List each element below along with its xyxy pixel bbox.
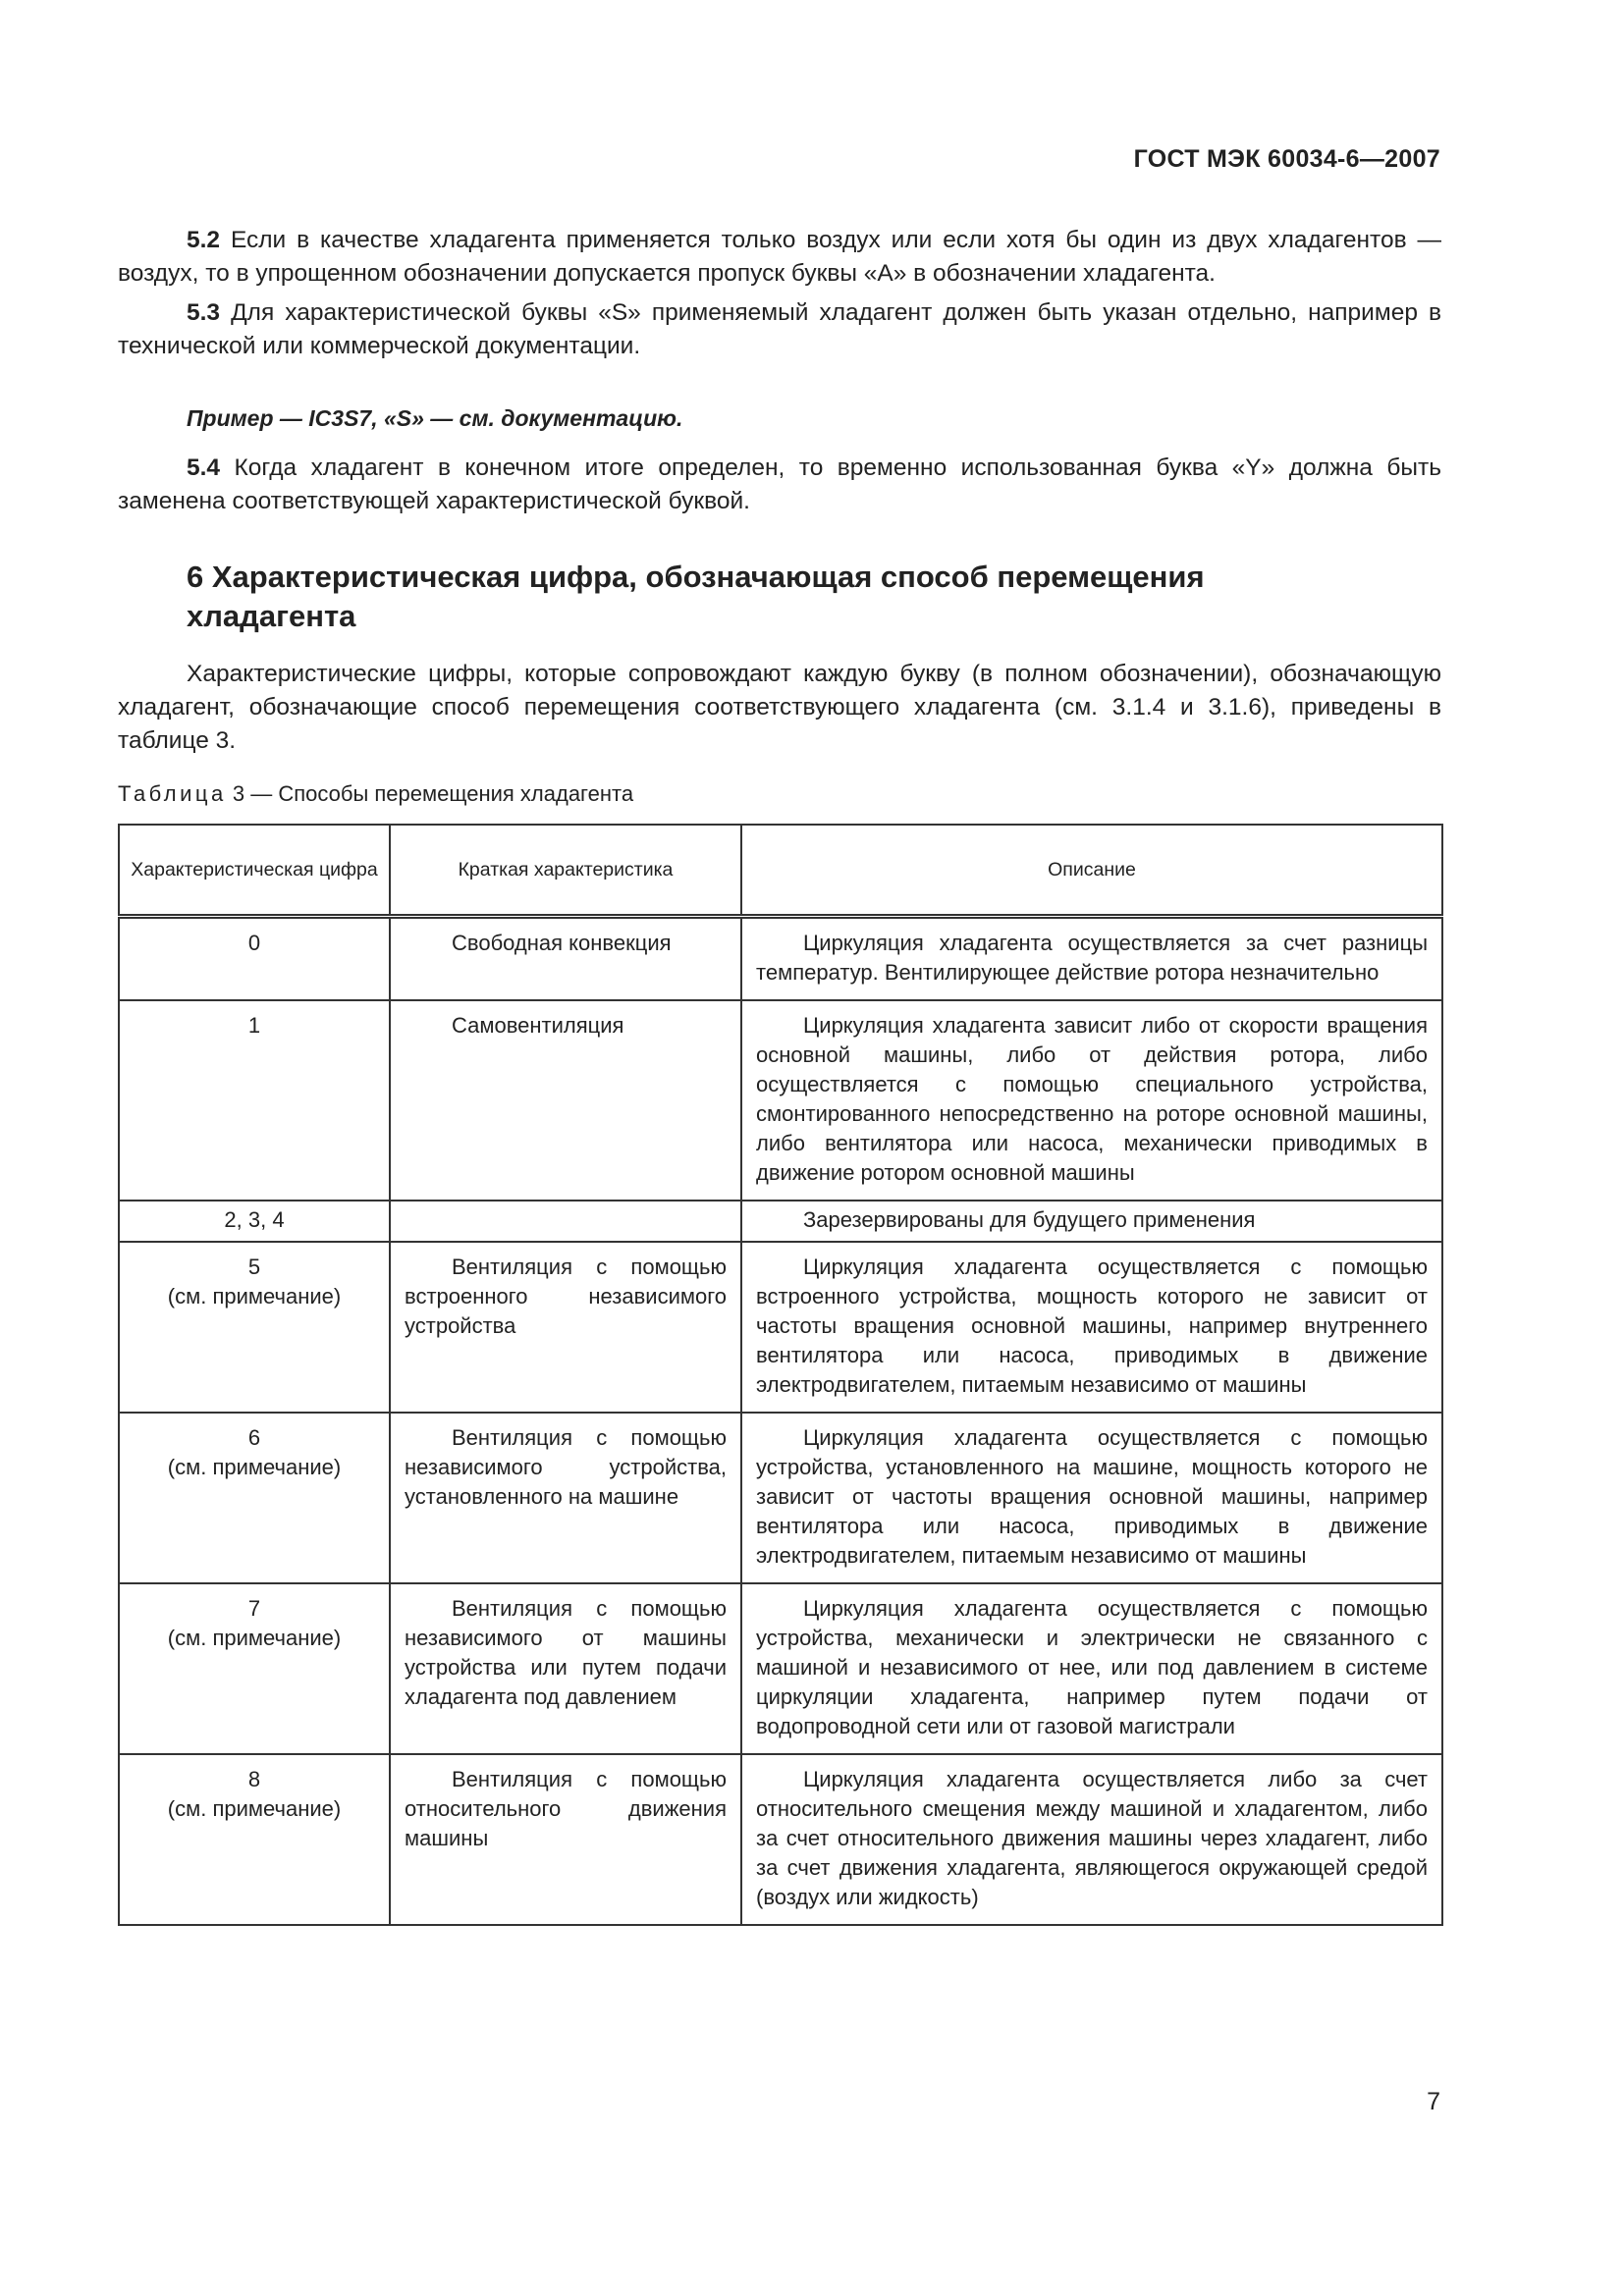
description-cell (741, 917, 1442, 1001)
brief-text: Самовентиляция (452, 1013, 624, 1038)
document-code-header: ГОСТ МЭК 60034-6—2007 (1133, 145, 1440, 173)
digit-cell (119, 1000, 390, 1201)
table-row (119, 1242, 1442, 1413)
table-caption-label: Таблица (118, 781, 227, 806)
digit-cell (119, 1242, 390, 1413)
brief-text: Вентиляция с помощью относительного движения машины (405, 1767, 727, 1850)
section-intro: Характеристические цифры, которые сопровождают каждую букву (в полном обозначении), обозначающую хладагент, обозначающие способ перемещения соответствующего хладагента (см. 3.1.4 и 3.1.6), приведены в таблице 3. (118, 661, 1441, 754)
description-text: Циркуляция хладагента осуществляется с помощью встроенного устройства, мощность которого не зависит от частоты вращения основной машины, например внутреннего вентилятора или насоса, приводимых в движение электродвигателем, питаемым независимо от машины (756, 1255, 1428, 1397)
table-row (119, 917, 1442, 1001)
brief-text: Свободная конвекция (452, 931, 672, 955)
brief-cell (390, 1413, 741, 1583)
digit-note: (см. примечание) (167, 1796, 342, 1821)
table-caption-text: 3 — Способы перемещения хладагента (226, 781, 634, 806)
digit-note: (см. примечание) (167, 1284, 342, 1308)
paragraph-5-4 (118, 452, 1441, 518)
description-text: Циркуляция хладагента зависит либо от скорости вращения основной машины, либо от действия ротора, либо осуществляется с помощью специального устройства, смонтированного непосредственно на роторе основной машины, либо вентилятора или насоса, механически приводимых в движение ротором основной машины (756, 1013, 1428, 1185)
description-text: Зарезервированы для будущего применения (803, 1207, 1256, 1232)
digit-cell (119, 1583, 390, 1754)
digit-cell (119, 1201, 390, 1242)
table-row (119, 1000, 1442, 1201)
page-number: 7 (1427, 2088, 1440, 2115)
description-cell (741, 1413, 1442, 1583)
table-row (119, 1201, 1442, 1242)
digit-value: 5 (247, 1255, 261, 1279)
digit-value: 2, 3, 4 (224, 1207, 285, 1232)
paragraph-text: Если в качестве хладагента применяется только воздух или если хотя бы один из двух хладагентов — воздух, то в упрощенном обозначении допускается пропуск буквы «А» в обозначении хладагента. (118, 227, 1441, 287)
brief-text: Вентиляция с помощью независимого устройства, установленного на машине (405, 1425, 727, 1509)
digit-cell (119, 1754, 390, 1925)
description-cell (741, 1583, 1442, 1754)
description-text: Циркуляция хладагента осуществляется за счет разницы температур. Вентилирующее действие ротора незначительно (756, 931, 1428, 985)
digit-value: 6 (247, 1425, 261, 1450)
refrigerant-methods-table (118, 824, 1443, 1926)
paragraph-block-2 (118, 452, 1441, 518)
description-cell (741, 1000, 1442, 1201)
table-row (119, 1754, 1442, 1925)
example-note: Пример — IC3S7, «S» — см. документацию. (187, 405, 683, 431)
section-title: 6 Характеристическая цифра, обозначающая способ перемещения хладагента (187, 560, 1205, 633)
description-text: Циркуляция хладагента осуществляется либо за счет относительного смещения между машиной и хладагентом, либо за счет относительного движения машины через хладагент, либо за счет движения хладагента, являющегося окружающей средой (воздух или жидкость) (756, 1767, 1428, 1909)
digit-cell (119, 917, 390, 1001)
table-caption (118, 781, 633, 807)
description-text: Циркуляция хладагента осуществляется с помощью устройства, установленного на машине, мощность которого не зависит от частоты вращения основной машины, например вентилятора или насоса, приводимых в движение электродвигателем, питаемым независимо от машины (756, 1425, 1428, 1568)
digit-cell (119, 1413, 390, 1583)
table-row (119, 1413, 1442, 1583)
header-description: Описание (741, 825, 1442, 917)
digit-value: 7 (247, 1596, 261, 1621)
digit-note: (см. примечание) (167, 1626, 342, 1650)
brief-cell (390, 1242, 741, 1413)
paragraphs-block (118, 224, 1441, 363)
table-row (119, 1583, 1442, 1754)
description-cell (741, 1242, 1442, 1413)
paragraph-text: Для характеристической буквы «S» применяемый хладагент должен быть указан отдельно, например в технической или коммерческой документации. (118, 299, 1441, 359)
brief-cell (390, 1583, 741, 1754)
header-brief: Краткая характеристика (390, 825, 741, 917)
digit-note: (см. примечание) (167, 1455, 342, 1479)
description-cell (741, 1754, 1442, 1925)
table-header-row (119, 825, 1442, 917)
digit-value: 8 (247, 1767, 261, 1791)
description-text: Циркуляция хладагента осуществляется с помощью устройства, механически и электрически не связанного с машиной и независимого от нее, или под давлением в системе циркуляции хладагента, например путем подачи от водопроводной сети или от газовой магистрали (756, 1596, 1428, 1738)
paragraph-5-2 (118, 224, 1441, 291)
brief-cell (390, 1000, 741, 1201)
brief-cell (390, 1201, 741, 1242)
paragraph-number: 5.4 (187, 454, 221, 481)
digit-value: 0 (247, 931, 261, 955)
brief-cell (390, 1754, 741, 1925)
header-digit: Характеристическая цифра (119, 825, 390, 917)
digit-value: 1 (247, 1013, 261, 1038)
paragraph-number: 5.2 (187, 227, 221, 253)
paragraph-text: Когда хладагент в конечном итоге определен, то временно использованная буква «Y» должна быть заменена соответствующей характеристической буквой. (118, 454, 1441, 514)
description-cell (741, 1201, 1442, 1242)
paragraph-5-3 (118, 296, 1441, 363)
brief-text: Вентиляция с помощью встроенного независимого устройства (405, 1255, 727, 1338)
paragraph-number: 5.3 (187, 299, 221, 326)
brief-cell (390, 917, 741, 1001)
brief-text: Вентиляция с помощью независимого от машины устройства или путем подачи хладагента под давлением (405, 1596, 727, 1709)
section-intro-block (118, 658, 1441, 758)
